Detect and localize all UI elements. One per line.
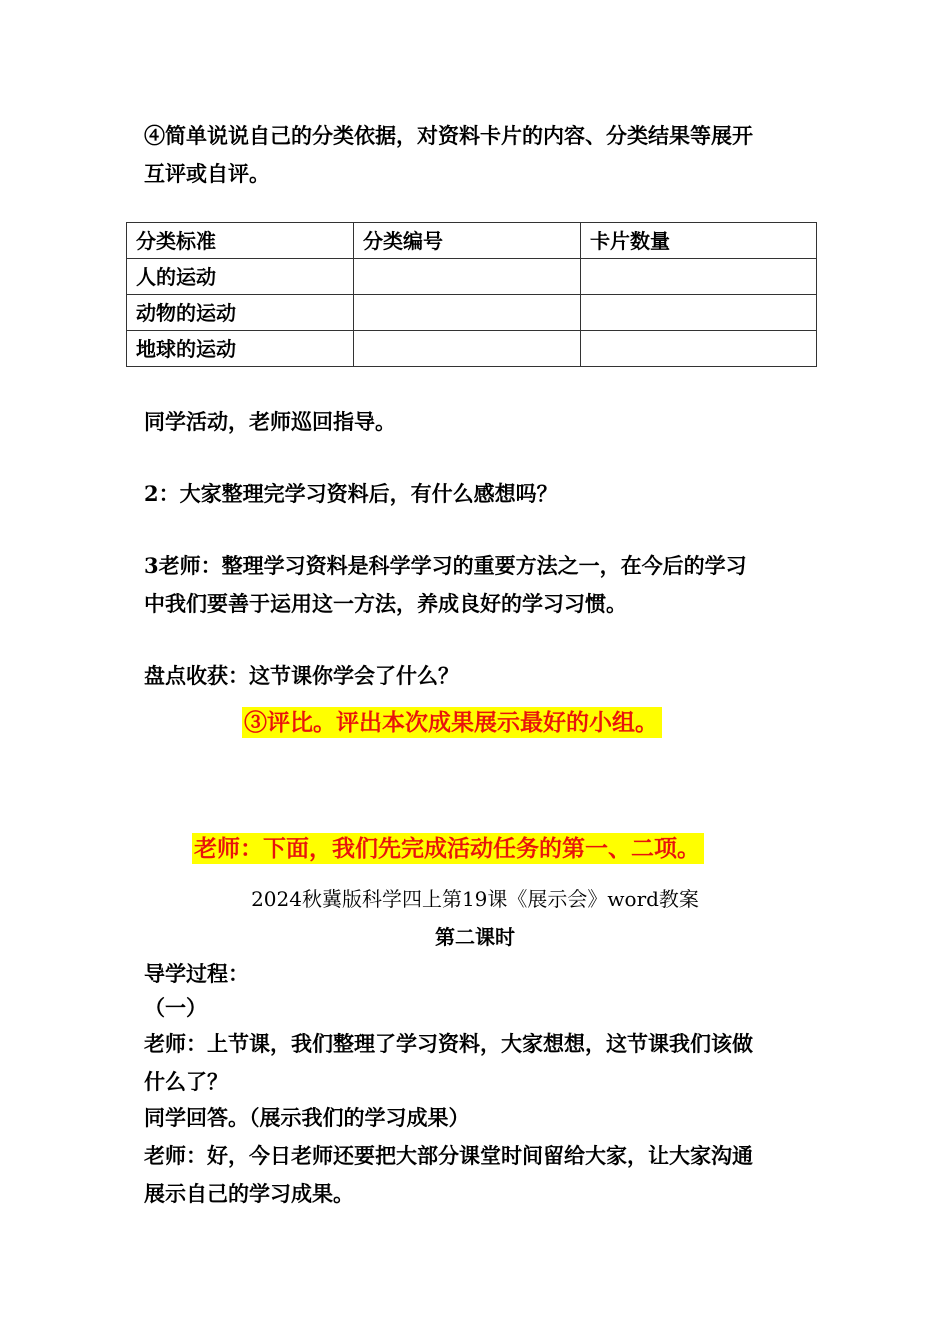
student-answer: 同学回答。（展示我们的学习成果） (144, 1105, 470, 1130)
table-header-row (127, 223, 817, 259)
teacher-next-highlight-text: 老师：下面，我们先完成活动任务的第一、二项。 (192, 833, 704, 864)
table-row (127, 295, 817, 331)
step4-line-2: 互评或自评。 (144, 161, 270, 186)
table-cell (354, 295, 581, 331)
table-row (127, 331, 817, 367)
evaluate-highlight-text: ③评比。评出本次成果展示最好的小组。 (242, 707, 662, 738)
teacher-1-line-1: 老师：上节课，我们整理了学习资料，大家想想，这节课我们该做 (144, 1031, 753, 1056)
table-cell: 动物的运动 (127, 295, 354, 331)
table-cell (581, 259, 817, 295)
table-cell (581, 331, 817, 367)
lesson-title: 2024秋冀版科学四上第19课《展示会》word教案 (251, 887, 699, 911)
classification-table (126, 222, 816, 367)
teacher-next-highlight (192, 832, 704, 866)
table-cell (354, 331, 581, 367)
table-cell: 地球的运动 (127, 331, 354, 367)
teacher-2-line-1: 老师：好，今日老师还要把大部分课堂时间留给大家，让大家沟通 (144, 1143, 753, 1168)
table-row (127, 259, 817, 295)
teacher-1-line-2: 什么了？ (144, 1069, 228, 1094)
table-header-cell: 卡片数量 (581, 223, 817, 259)
evaluate-highlight (242, 706, 662, 740)
teacher-3-line-2: 中我们要善于运用这一方法，养成良好的学习习惯。 (144, 591, 627, 616)
activity-note: 同学活动，老师巡回指导。 (144, 409, 396, 434)
table-cell (581, 295, 817, 331)
step4-line-1: ④简单说说自己的分类依据，对资料卡片的内容、分类结果等展开 (144, 123, 753, 148)
table-header-cell: 分类标准 (127, 223, 354, 259)
teacher-2-line-2: 展示自己的学习成果。 (144, 1181, 354, 1206)
table-cell (354, 259, 581, 295)
table-cell: 人的运动 (127, 259, 354, 295)
section-one: （一） (144, 995, 207, 1020)
harvest-question: 盘点收获：这节课你学会了什么？ (144, 663, 459, 688)
teacher-3-line-1: 3老师：整理学习资料是科学学习的重要方法之一，在今后的学习 (144, 553, 747, 578)
question-2: 2：大家整理完学习资料后，有什么感想吗？ (144, 481, 558, 506)
process-label: 导学过程： (144, 961, 249, 986)
lesson-period: 第二课时 (435, 925, 515, 949)
table-header-cell: 分类编号 (354, 223, 581, 259)
